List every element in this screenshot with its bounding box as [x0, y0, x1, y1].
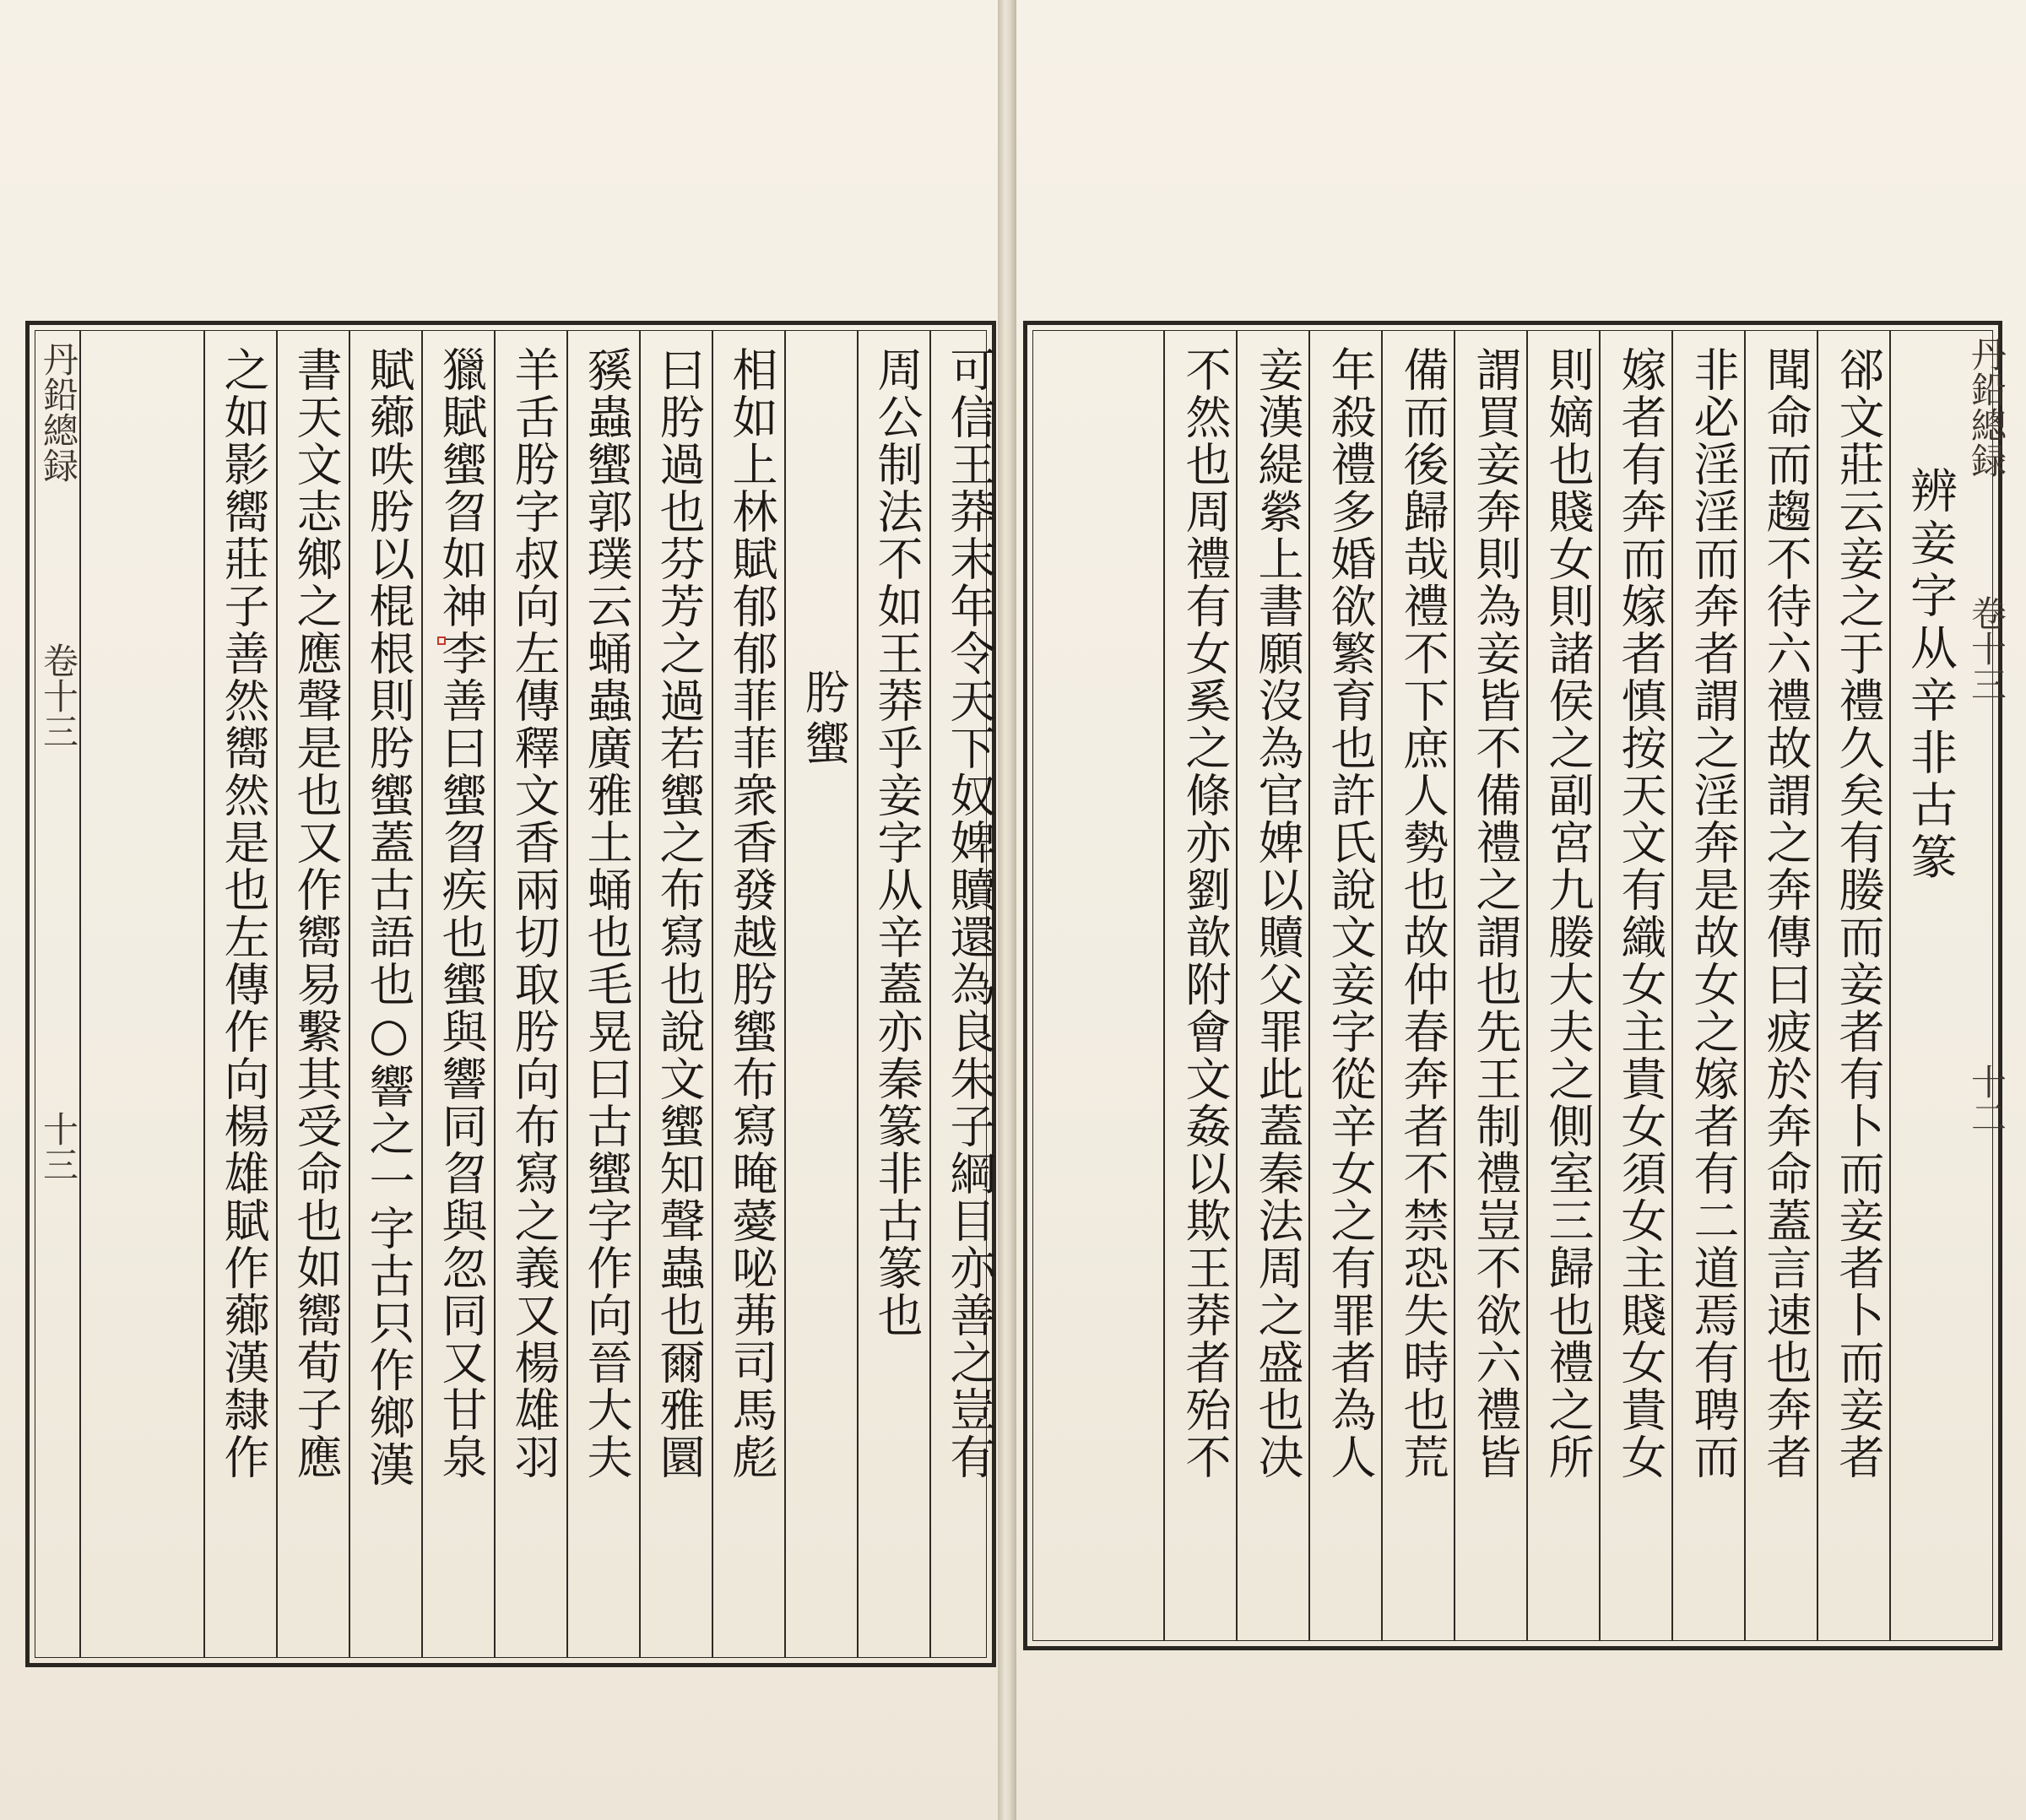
right-inner-border — [1032, 330, 1993, 1641]
right-column-11: 不然也周禮有女奚之條亦劉歆附會文姦以欺王莽者殆不 — [1178, 346, 1232, 1481]
left-heading-xixiang: 肹蠁 — [798, 669, 851, 770]
left-column-2: 周公制法不如王莽乎妾字从辛蓋亦秦篆非古篆也 — [870, 346, 924, 1339]
right-column-2: 郤文莊云妾之于禮久矣有媵而妾者有卜而妾者卜而妾者 — [1832, 346, 1885, 1481]
red-annotation-mark — [437, 636, 446, 645]
left-text-frame — [25, 321, 996, 1667]
left-column-1: 可信王莽末年令天下奴婢贖還為良朱子綱目亦善之豈有 — [943, 346, 996, 1481]
left-margin-juan: 卷十三 — [38, 642, 79, 749]
right-margin-folio: 十二 — [1966, 1064, 2007, 1135]
book-gutter — [998, 0, 1016, 1820]
right-text-frame — [1023, 321, 2007, 1650]
left-column-8: 獵賦蠁曶如神李善曰蠁曶疾也蠁與響同曶與忽同又甘泉 — [435, 346, 488, 1481]
right-heading-bian-qie: 辨妾字从辛非古篆 — [1903, 466, 1958, 885]
left-column-11: 之如影嚮莊子善然嚮然是也左傳作向楊雄賦作薌漢隸作 — [217, 346, 270, 1481]
right-column-7: 謂買妾奔則為妾皆不備禮之謂也先王制禮豈不欲六禮皆 — [1469, 346, 1522, 1481]
right-margin-strip — [1966, 331, 2007, 1653]
left-column-6: 豯蟲蠁郭璞云蛹蟲廣雅土蛹也毛晃曰古蠁字作向晉大夫 — [580, 346, 633, 1481]
right-margin-juan: 卷十三 — [1966, 595, 2007, 701]
left-column-9: 賦薌呹肹以棍根則肹蠁蓋古語也○響之一字古只作鄉漢 — [362, 346, 415, 1488]
right-column-4: 非必淫淫而奔者謂之淫奔是故女之嫁者有二道焉有聘而 — [1687, 346, 1740, 1481]
right-column-9: 年殺禮多婚欲繁育也許氏說文妾字從辛女之有罪者為人 — [1324, 346, 1377, 1481]
right-column-5: 嫁者有奔而嫁者慎按天文有織女主貴女須女主賤女貴女 — [1614, 346, 1667, 1481]
right-column-6: 則嫡也賤女則諸侯之副宮九媵大夫之側室三歸也禮之所 — [1541, 346, 1595, 1481]
right-column-10: 妾漢緹縈上書願沒為官婢以贖父罪此蓋秦法周之盛也决 — [1251, 346, 1304, 1481]
left-column-4: 相如上林賦郁郁菲菲衆香發越肹蠁布寫晻薆咇茀司馬彪 — [725, 346, 778, 1481]
left-column-5: 曰肹過也芬芳之過若蠁之布寫也說文蠁知聲蟲也爾雅圜 — [653, 346, 706, 1481]
left-margin-title: 丹鉛總録 — [38, 341, 79, 483]
left-margin-folio: 十三 — [38, 1111, 79, 1182]
right-column-8: 備而後歸哉禮不下庶人勢也故仲春奔者不禁恐失時也荒 — [1396, 346, 1449, 1481]
left-inner-border — [35, 330, 996, 1658]
left-column-7: 羊舌肹字叔向左傳釋文香兩切取肹向布寫之義又楊雄羽 — [507, 346, 561, 1481]
right-margin-title: 丹鉛總録 — [1966, 336, 2007, 478]
right-column-3: 聞命而趨不待六禮故謂之奔傳曰疲於奔命蓋言速也奔者 — [1759, 346, 1812, 1481]
left-margin-strip — [37, 331, 79, 1657]
left-column-10: 書天文志鄉之應聲是也又作嚮易繫其受命也如嚮荀子應 — [290, 346, 343, 1481]
